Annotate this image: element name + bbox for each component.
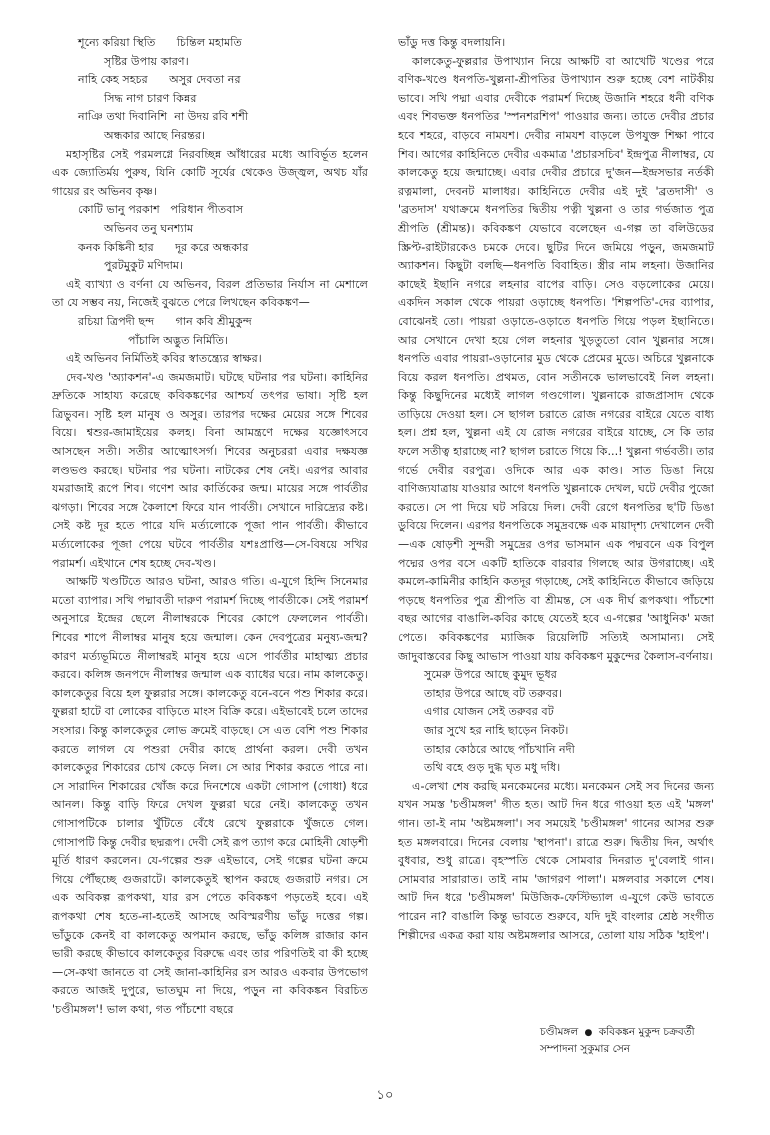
book-author: কবিকঙ্কন মুকুন্দ চক্রবর্তী <box>598 1026 695 1038</box>
verse-line: কনক কিঙ্কিনী হার দূর করে অন্ধকার <box>78 240 249 254</box>
verse-block <box>52 34 368 146</box>
credits-line-book <box>540 1024 740 1041</box>
verse-line: সিদ্ধ নাগ চারণ কিন্নর <box>104 91 197 105</box>
verse-line: সৃষ্টির উপায় কারণ। <box>104 54 189 68</box>
book-credits <box>540 1024 740 1057</box>
paragraph: মহাসৃষ্টির সেই পরমলগ্নে নিরবচ্ছিন্ন আঁধারের মধ্যে আবির্ভূত হলেন এক জ্যোতির্ময় পুরুষ, যিনি কোটি সূর্যের থেকেও উজ্জ্বল, অথচ যাঁর গায়ের রং অভিনব কৃষ্ণ। <box>52 147 368 198</box>
page-number: ১০ <box>376 1088 394 1103</box>
paragraph: আক্ষটি খণ্ডটিতে আরও ঘটনা, আরও গতি। এ-যুগে হিন্দি সিনেমার মতো ব্যাপার। সখি পদ্মাবতী দারুণ পরামর্শ দিচ্ছে পার্বতীকে। সেই পরামর্শ অনুসারে ইন্দ্রের ছেলে নীলাম্বরকে শিবের কোপে ফেললেন পার্বতী। শিবের শাপে নীলাম্বর মানুষ হয়ে জন্মাল। কেন দেবপুত্রের মনুষ্য-জন্ম? কারণ মর্ত্যভূমিতে নীলাম্বরই মানুষ হয়ে এসে পার্বতীর মাহাত্ম্য প্রচার করবে। কলিঙ্গ জনপদে নীলাম্বর জন্মাল এক ব্যাধের ঘরে। নাম কালকেতু। কালকেতুর বিয়ে হল ফুল্লরার সঙ্গে। কালকেতু বনে-বনে পশু শিকার করে। ফুল্লরা হাটে বা লোকের বাড়িতে মাংস বিক্রি করে। এইভাবেই চলে তাদের সংসার। কিন্তু কালকেতুর লোভ ক্রমেই বাড়ছে। সে এত বেশি পশু শিকার করতে লাগল যে পশুরা দেবীর কাছে প্রার্থনা করল। দেবী তখন কালকেতুর শিকারের চোখ কেড়ে নিল। সে আর শিকার করতে পারে না। সে সারাদিন শিকারের খোঁজ করে দিনশেষে একটা গোসাপ (গোধা) ধরে আনল। কিন্তু বাড়ি ফিরে দেখল ফুল্লরা ঘরে নেই। কালকেতু তখন গোসাপটিকে চালার খুঁটিতে বেঁধে রেখে ফুল্লরাকে খুঁজতে গেল। গোসাপটি কিন্তু দেবীর ছদ্মরূপ। দেবী সেই রূপ ত্যাগ করে মোহিনী ষোড়শী মূর্তি ধারণ করলেন। যে-গল্পের শুরু এইভাবে, সেই গল্পের ঘটনা ক্রমে গিয়ে পৌঁছচ্ছে গুজরাটে। কালকেতুই স্থাপন করছে গুজরাট নগর। সে এক অবিকল্প রূপকথা, যার রস পেতে কবিকঙ্কণ পড়তেই হবে। এই রূপকথা শেষ হতে-না-হতেই আসছে অবিস্মরণীয় ভাঁডু দত্তের গল্প। ভাঁডুকে কেনই বা কালকেতু অপমান করছে, ভাঁডু কলিঙ্গ রাজার কান ভারী করছে কীভাবে কালকেতুর বিরুদ্ধে এবং তার পরিণতিই বা কী হচ্ছে—সে-কথা জানতে বা সেই জানা-কাহিনির রস আরও একবার উপভোগ করতে আজই দুপুরে, ভাতঘুম না দিয়ে, পড়ুন না কবিকঙ্কন বিরচিত 'চণ্ডীমঙ্গল'! ভাল কথা, গত পাঁচশো বছরে <box>52 575 368 1016</box>
verse-line: পুরটমুকুট মণিদাম। <box>104 259 184 273</box>
paragraph: কালকেতু-ফুল্লরার উপাখ্যান নিয়ে আক্ষটি বা আখেটি খণ্ডের পরে বণিক-খণ্ডে ধনপতি-খুল্লনা-শ্রীপতির উপাখ্যান শুরু হচ্ছে বেশ নাটকীয় ভাবে। সখি পদ্মা এবার দেবীকে পরামর্শ দিচ্ছে উজানি শহরে ধনী বণিক এবং শিবভক্ত ধনপতির 'স্পনশরশিপ' পাওয়ার জন্য। তাতে দেবীর প্রচার হবে শহরে, বাড়বে নামযশ। দেবীর নামযশ বাড়লে উপযুক্ত শিক্ষা পাবে শিব। আগের কাহিনিতে দেবীর একমাত্র 'প্রচারসচিব' ইন্দ্রপুত্র নীলাম্বর, যে কালকেতু হয়ে জন্মাচ্ছে। এবার দেবীর প্রচারে দু'জন—ইন্দ্রসভার নর্তকী রত্নমালা, দেবনট মালাধর। কাহিনিতে দেবীর এই দুই 'ব্রতদাসী' ও 'ব্রতদাস' যথাক্রমে ধনপতির দ্বিতীয় পত্নী খুল্লনা ও তার গর্ভজাত পুত্র শ্রীপতি (শ্রীমন্ত)। কবিকঙ্কণ যেভাবে বলেছেন এ-গল্প তা বলিউডের স্ক্রিপ্ট-রাইটারকেও চমকে দেবে। ছুটির দিনে জমিয়ে পড়ুন, জমজমাট অ্যাকশন। কিছুটা বলছি—ধনপতি বিবাহিত। স্ত্রীর নাম লহনা। উজানির কাছেই ইছানি নগরে লহনার বাপের বাড়ি। সেও বড়লোকের মেয়ে। একদিন সকাল থেকে পায়রা ওড়াচ্ছে ধনপতি। 'শিল্পপতি'-দের ব্যাপার, বোঝেনই তো। পায়রা ওড়াতে-ওড়াতে ধনপতি গিয়ে পড়ল ইছানিতে। আর সেখানে দেখা হয়ে গেল লহনার খুড়তুতো বোন খুল্লনার সঙ্গে। ধনপতি এবার পায়রা-ওড়ানোর মুড থেকে প্রেমের মুডে। অচিরে খুল্লনাকে বিয়ে করল ধনপতি। প্রথমত, বোন সতীনকে ভালভাবেই নিল লহনা। কিন্তু কিছুদিনের মধ্যেই লাগল গণ্ডগোল। খুল্লনাকে রাজপ্রাসাদ থেকে তাড়িয়ে দেওয়া হল। সে ছাগল চরাতে রোজ নগরের বাইরে যেতে বাধ্য হল। প্রশ্ন হল, খুল্লনা এই যে রোজ নগরের বাইরে যাচ্ছে, সে কি তার ফলে সতীত্ব হারাচ্ছে না? ছাগল চরাতে গিয়ে কি...! খুল্লনা গর্ভবতী। তার গর্ভে দেবীর বরপুত্র। ওদিকে আর এক কাণ্ড। সাত ডিঙা নিয়ে বাণিজ্যযাত্রায় যাওয়ার আগে ধনপতি খুল্লনাকে দেখল, ঘটে দেবীর পুজো করতে। সে পা দিয়ে ঘট সরিয়ে দিল। দেবী রেগে ধনপতির ছ'টি ডিঙা ডুবিয়ে দিলেন। এরপর ধনপতিকে সমুদ্রবক্ষে এক মায়াদৃশ্য দেখালেন দেবী—এক ষোড়শী সুন্দরী সমুদ্রের ওপর ভাসমান এক পদ্মবনে এক বিপুল পদ্মের ওপর বসে একটি হাতিকে বারবার গিলছে আর উগরাচ্ছে। এই কমলে-কামিনীর কাহিনি কতদূর গড়াচ্ছে, সেই কাহিনিতে কীভাবে জড়িয়ে পড়ছে ধনপতির পুত্র শ্রীপতি বা শ্রীমন্ত, সে এক দীর্ঘ রূপকথা। পাঁচশো বছর আগের বাঙালি-কবির কাছে যেতেই হবে এ-গল্পের 'আধুনিক' মজা পেতে। কবিকঙ্কণের ম্যাজিক রিয়েলিটি সত্যিই অসামান্য। সেই জাদুবাস্তবের কিছু আভাস পাওয়া যায় কবিকঙ্কণ মুকুন্দের কৈলাস-বর্ণনায়। <box>398 54 714 663</box>
verse-line: অভিনব তনু ঘনশ্যাম <box>104 221 194 235</box>
book-editor: সম্পাদনা সুকুমার সেন <box>540 1043 631 1055</box>
verse-line: পাঁচালি অদ্ভুত নির্মিতি। <box>128 333 228 347</box>
paragraph: ভাঁডু দত্ত কিন্তু বদলায়নি। <box>398 36 506 49</box>
verse-line: নাঞি তথা দিবানিশি না উদয় রবি শশী <box>78 110 249 124</box>
book-title: চণ্ডীমঙ্গল <box>540 1026 579 1038</box>
verse-line: শূন্যে করিয়া স্থিতি চিন্তিল মহামতি <box>78 36 242 49</box>
verse-block <box>52 201 368 275</box>
verse-line: এগার যোজন সেই তরুবর বট <box>424 705 554 719</box>
verse-block <box>398 666 714 778</box>
paragraph: দেব-খণ্ড 'অ্যাকশন'-এ জমজমাট। ঘটছে ঘটনার পর ঘটনা। কাহিনির দ্রুতিকে সাহায্য করেছে কবিকঙ্কণের আশ্চর্য তৎপর ভাষা। সৃষ্টি হল ত্রিভুবন। সৃষ্টি হল মানুষ ও অসুর। তারপর দক্ষের মেয়ের সঙ্গে শিবের বিয়ে। শ্বশুর-জামাইয়ের কলহ। বিনা আমন্ত্রণে দক্ষের যজ্ঞোৎসবে আসছেন সতী। সতীর আত্মোৎসর্গ। শিবের অনুচররা এবার দক্ষযজ্ঞ লণ্ডভণ্ড করছে। ঘটনার পর ঘটনা। নাটকের শেষ নেই। এরপর আবার যমরাজাই রূপে শিব। গণেশ আর কার্তিকের জন্ম। মায়ের সঙ্গে পার্বতীর ঝগড়া। শিবের সঙ্গে কৈলাশে ফিরে যান পার্বতী। সেখানে দারিদ্র্যের কষ্ট। সেই কষ্ট দূর হতে পারে যদি মর্ত্যলোকে পূজা পান পার্বতী। কীভাবে মর্ত্যলোকের পূজা পেয়ে ঘটবে পার্বতীর যশঃপ্রাপ্তি—সে-বিষয়ে সখির পরামর্শ। এইখানে শেষ হচ্ছে দেব-খণ্ড। <box>52 370 368 570</box>
verse-line: নাহি কেহ সহচর অসুর দেবতা নর <box>78 73 241 87</box>
left-column <box>52 34 368 1064</box>
paragraph: এ-লেখা শেষ করছি মনকেমনের মধ্যে। মনকেমন সেই সব দিনের জন্য যখন সমস্ত 'চণ্ডীমঙ্গল' গীত হত। আট দিন ধরে গাওয়া হত এই 'মঙ্গল' গান। তা-ই নাম 'অষ্টমঙ্গলা'। সব সময়েই 'চণ্ডীমঙ্গল' গানের আসর শুরু হত মঙ্গলবারে। দিনের বেলায় 'স্থাপনা'। রাত্রে শুরু। দ্বিতীয় দিন, অর্থাৎ বুধবার, শুধু রাত্রে। বৃহস্পতি থেকে সোমবার দিনরাত দু'বেলাই গান। সোমবার সারারাত। তাই নাম 'জাগরণ পালা'। মঙ্গলবার সকালে শেষ। আট দিন ধরে 'চণ্ডীমঙ্গল' মিউজিক-ফেস্টিভ্যাল এ-যুগে কেউ ভাবতে পারেন না? বাঙালি কিন্তু ভাবতে শুরুবে, যদি দুই বাংলার শ্রেষ্ঠ সংগীত শিল্পীদের একত্র করা যায় অষ্টমঙ্গলার আসরে, তোলা যায় সঠিক 'হাইপ'। <box>398 779 714 942</box>
verse-line: সুমেরু উপরে আছে কুমুদ ভূধর <box>424 668 557 682</box>
verse-block <box>52 313 368 350</box>
verse-line: অন্ধকার আছে নিরন্তর। <box>104 128 206 142</box>
paragraph: এই অভিনব নির্মিতিই কবির স্বাতন্ত্র্যের স্বাক্ষর। <box>66 352 262 366</box>
verse-line: তথি বহে গুড় দুগ্ধ ঘৃত মধু দধি। <box>424 761 561 775</box>
right-column <box>398 34 714 1014</box>
verse-line: তাহার উপরে আছে বট তরুবর। <box>424 686 563 700</box>
bullet-separator: ● <box>584 1028 593 1038</box>
verse-line: কোটি ভানু পরকাশ পরিধান পীতবাস <box>78 203 244 217</box>
paragraph: এই ব্যাখ্যা ও বর্ণনা যে অভিনব, বিরল প্রতিভার নির্যাস না মেশালে তা যে সম্ভব নয়, নিজেই বুঝতে পেরে লিখছেন কবিকঙ্কণ— <box>52 277 368 310</box>
verse-line: তাহার কোঠরে আছে পাঁচখানি নদী <box>424 742 575 756</box>
verse-line: রচিয়া ত্রিপদী ছন্দ গান কবি শ্রীমুকুন্দ <box>78 314 252 328</box>
verse-line: জার সুখে হর নাহি ছাড়েন নিকট। <box>424 723 569 737</box>
